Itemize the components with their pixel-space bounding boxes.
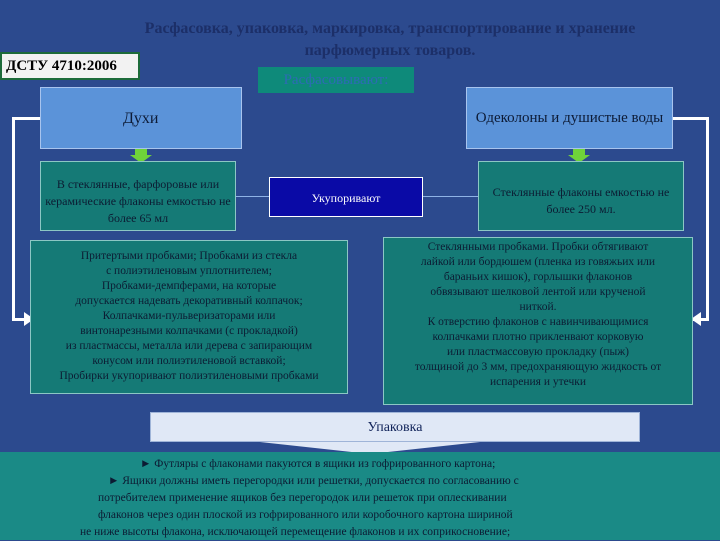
stopper-line: или пластмассовую прокладку (пыж) xyxy=(446,346,630,358)
bullet-continuation: не ниже высоты флакона, исключающей перемещение флаконов и их соприкосновение; xyxy=(80,526,511,538)
stopper-line: толщиной до 3 мм, предохраняющую жидкость от xyxy=(414,361,662,373)
bullet-text: Ящики должны иметь перегородки или решетки, допускается по согласованию с xyxy=(122,475,519,487)
stopper-line: Пробками-демпферами, на которые xyxy=(101,280,277,292)
stopper-line: К отверстию флаконов с навинчивающимися xyxy=(427,316,649,328)
perfume-bottles-text: В стеклянные, фарфоровые или керамические флаконы емкостью не более 65 мл xyxy=(45,177,231,225)
connector-left-top xyxy=(12,117,40,120)
stopper-line: ниткой. xyxy=(519,301,557,313)
perfume-stoppers-box xyxy=(30,240,348,394)
bullet-text: Футляры с флаконами пакуются в ящики из гофрированного картона; xyxy=(154,458,496,470)
stopper-line: колпачками плотно прикленвают корковую xyxy=(432,331,644,343)
stopper-line: винтонарезными колпачками (с прокладкой) xyxy=(80,325,298,337)
bullet-continuation: флаконов через один плоской из гофрированного или коробочного картона шириной xyxy=(98,509,513,521)
bullet-continuation: потребителем применение ящиков без перегородок или решеток при оплескивании xyxy=(98,492,507,504)
stopper-line: конусом или полиэтиленовой вставкой; xyxy=(92,355,286,367)
packaging-details xyxy=(0,452,720,540)
bullet-icon: ► xyxy=(108,475,120,487)
corking-label: Укупоривают xyxy=(311,191,381,205)
stopper-line: Притертыми пробками; Пробками из стекла xyxy=(80,250,298,262)
packaging-bullet xyxy=(80,473,660,490)
page-title: Расфасовка, упаковка, маркировка, транспортирование и хранение парфюмерных товаров. xyxy=(144,20,636,59)
cologne-bottles-box xyxy=(478,161,684,231)
stopper-line: Пробирки укупоривают полиэтиленовыми пробками xyxy=(59,370,319,382)
connector-right-vertical xyxy=(706,117,709,320)
cologne-box xyxy=(466,87,673,149)
stopper-line: с полиэтиленовым уплотнителем; xyxy=(106,265,272,277)
stopper-line: бараньих кишок), горлышки флаконов xyxy=(443,271,633,283)
stopper-line: Колпачками-пульверизаторами или xyxy=(102,310,276,322)
perfume-label: Духи xyxy=(123,110,159,127)
connector-left-vertical xyxy=(12,117,15,320)
stopper-line: допускается надевать декоративный колпачок; xyxy=(75,295,303,307)
bullet-icon: ► xyxy=(140,458,152,470)
stopper-line: испарения и утечки xyxy=(490,376,586,388)
connector-right-top xyxy=(673,117,708,120)
connector-center-right xyxy=(423,196,478,197)
perfume-box xyxy=(40,87,242,149)
stopper-line: обвязывают шелковой лентой или крученой xyxy=(430,286,646,298)
cologne-bottles-text: Стеклянные флаконы емкостью не более 250 мл. xyxy=(492,185,670,216)
connector-center-left xyxy=(236,196,269,197)
stopper-line: Стеклянными пробками. Пробки обтягивают xyxy=(427,241,649,253)
packaging-title: Упаковка xyxy=(367,420,423,435)
standard-label: ДСТУ 4710:2006 xyxy=(0,52,140,80)
corking-box xyxy=(269,177,423,217)
cologne-stoppers-box xyxy=(383,237,693,405)
packaging-bullet xyxy=(80,456,660,473)
stopper-line: лайкой или бордюшем (пленка из говяжьих или xyxy=(420,256,656,268)
stopper-line: из пластмассы, металла или дерева с запирающим xyxy=(65,340,313,352)
packaging-label: Расфасовывают: xyxy=(258,67,414,93)
cologne-label: Одеколоны и душистые воды xyxy=(475,110,664,126)
perfume-bottles-box xyxy=(40,161,236,231)
packaging-box xyxy=(150,412,640,442)
